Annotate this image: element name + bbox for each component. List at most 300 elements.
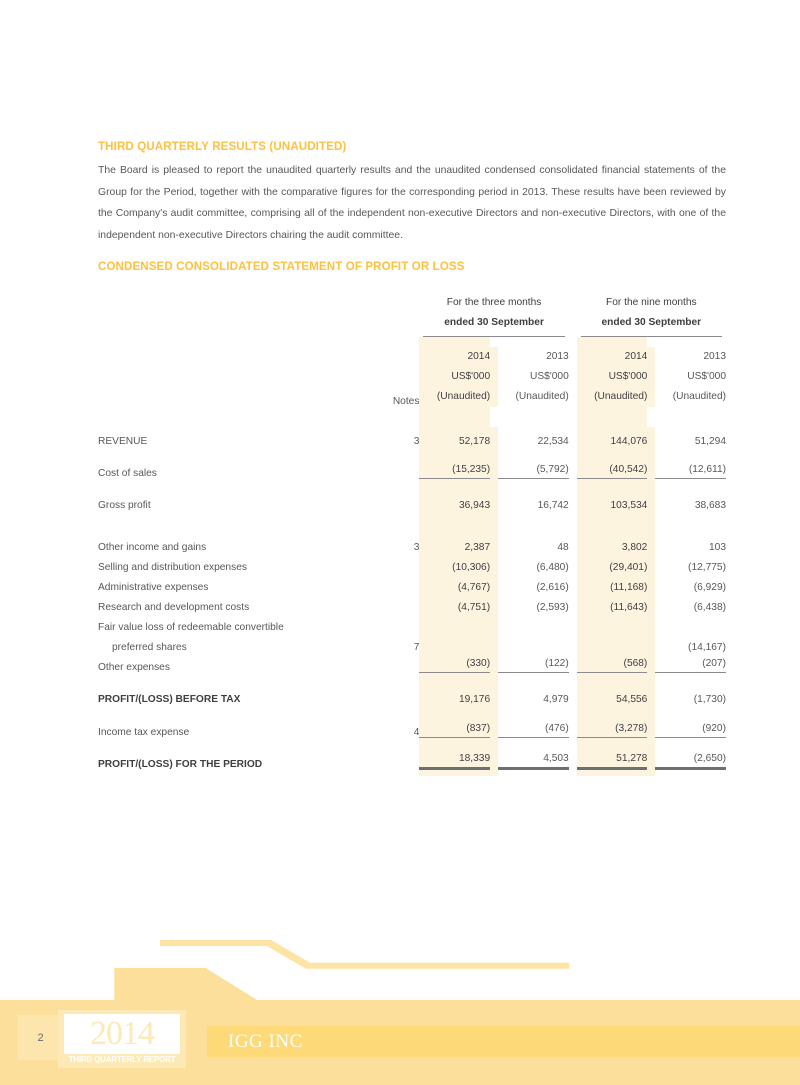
band-cell xyxy=(647,459,655,479)
table-row xyxy=(98,685,726,705)
band-cell xyxy=(490,447,498,459)
row-value xyxy=(419,459,490,479)
report-logo xyxy=(58,1010,186,1068)
col-header-audit-9m-2014: (Unaudited) xyxy=(577,387,648,407)
spacer-cell xyxy=(98,407,349,427)
band-cell xyxy=(577,770,648,776)
spacer-cell xyxy=(498,407,569,427)
row-value-text: (2,616) xyxy=(536,582,569,593)
row-value-text: 144,076 xyxy=(610,436,648,447)
company-name: IGG INC xyxy=(228,1031,303,1052)
row-note xyxy=(349,459,419,479)
row-value-text: 38,683 xyxy=(694,500,726,511)
row-value xyxy=(498,653,569,673)
row-label: Selling and distribution expenses xyxy=(98,562,247,573)
group-header-three-months-line2: ended 30 September xyxy=(444,317,544,328)
spacer-cell xyxy=(498,479,569,491)
row-value xyxy=(498,750,569,770)
row-label: Other income and gains xyxy=(98,542,207,553)
band-cell xyxy=(419,705,490,718)
band-cell xyxy=(490,511,498,533)
row-value xyxy=(419,750,490,770)
spacer-cell xyxy=(569,511,577,533)
table-header-unit-row xyxy=(98,367,726,387)
band-cell xyxy=(490,387,498,407)
group-header-nine-months-cell xyxy=(577,313,726,337)
row-note xyxy=(349,750,419,770)
table-row xyxy=(98,750,726,770)
col-header-audit-9m-2013: (Unaudited) xyxy=(672,391,726,402)
band-cell xyxy=(419,673,490,685)
row-value xyxy=(419,533,490,553)
spacer-cell xyxy=(569,313,577,337)
table-row xyxy=(98,459,726,479)
spacer-cell xyxy=(349,770,419,776)
spacer-cell xyxy=(98,347,349,367)
spacer-row xyxy=(98,447,726,459)
row-value xyxy=(498,718,569,738)
row-label: Fair value loss of redeemable convertible xyxy=(98,622,284,633)
spacer-cell xyxy=(569,770,577,776)
row-value xyxy=(419,427,490,447)
row-label: PROFIT/(LOSS) BEFORE TAX xyxy=(98,694,241,705)
col-header-year-q3-2013: 2013 xyxy=(546,351,569,362)
spacer-cell xyxy=(98,313,349,337)
row-note xyxy=(349,553,419,573)
row-value-text: (3,278) xyxy=(615,723,648,734)
spacer-cell xyxy=(349,347,419,367)
band-cell xyxy=(490,750,498,770)
spacer-row xyxy=(98,511,726,533)
col-header-year-q3-2014: 2014 xyxy=(419,347,490,367)
row-value xyxy=(655,533,726,553)
band-cell xyxy=(647,718,655,738)
logo-subtitle: THIRD QUARTERLY REPORT xyxy=(68,1055,176,1064)
row-value-text: (476) xyxy=(544,723,569,734)
group-header-nine-months-line1: For the nine months xyxy=(606,297,697,308)
band-cell xyxy=(647,491,655,511)
band-cell xyxy=(647,533,655,553)
spacer-row xyxy=(98,705,726,718)
spacer-row xyxy=(98,738,726,750)
row-value-text: (10,306) xyxy=(452,562,491,573)
table-header-year-row xyxy=(98,347,726,367)
table-row xyxy=(98,533,726,553)
col-header-unit-9m-2013: US$'000 xyxy=(687,371,726,382)
row-value xyxy=(655,613,726,633)
band-cell xyxy=(647,427,655,447)
spacer-cell xyxy=(98,293,349,313)
row-value xyxy=(577,685,648,705)
row-value-text: (12,775) xyxy=(688,562,726,573)
spacer-cell xyxy=(98,387,349,407)
spacer-cell xyxy=(349,479,419,491)
row-value-text: 103 xyxy=(709,542,726,553)
band-cell xyxy=(647,673,655,685)
row-note xyxy=(349,573,419,593)
band-cell xyxy=(490,367,498,387)
table-group-header-row2 xyxy=(98,313,726,337)
spacer-cell xyxy=(569,367,577,387)
band-cell xyxy=(647,447,655,459)
band-cell xyxy=(490,491,498,511)
spacer-cell xyxy=(498,770,569,776)
band-cell xyxy=(419,337,490,347)
band-cell xyxy=(647,653,655,673)
row-value-text: (4,751) xyxy=(457,602,491,613)
row-value-text: (5,792) xyxy=(536,464,569,475)
spacer-cell xyxy=(98,447,349,459)
col-header-unit-9m-2014: US$'000 xyxy=(577,367,648,387)
row-value-text: (29,401) xyxy=(609,562,648,573)
spacer-cell xyxy=(569,750,577,770)
band-cell xyxy=(647,593,655,613)
spacer-cell xyxy=(569,387,577,407)
band-cell xyxy=(577,705,648,718)
row-value xyxy=(655,685,726,705)
row-value-text: (11,168) xyxy=(610,582,648,593)
band-cell xyxy=(647,613,655,633)
band-cell xyxy=(577,407,648,427)
row-note: 7 xyxy=(413,642,420,653)
row-value-text: (837) xyxy=(466,723,491,734)
band-cell xyxy=(647,553,655,573)
row-value-text: (920) xyxy=(702,723,726,734)
spacer-cell xyxy=(349,705,419,718)
spacer-cell xyxy=(98,738,349,750)
table-row xyxy=(98,718,726,738)
row-note: 3 xyxy=(413,436,420,447)
row-label: Other expenses xyxy=(98,662,170,673)
row-value xyxy=(577,653,648,673)
band-cell xyxy=(419,738,490,750)
row-value-text: 16,742 xyxy=(537,500,569,511)
band-cell xyxy=(419,770,490,776)
spacer-cell xyxy=(569,685,577,705)
row-value-text: 103,534 xyxy=(610,500,648,511)
row-value-text: 36,943 xyxy=(458,500,491,511)
page-number-box xyxy=(18,1015,63,1060)
spacer-cell xyxy=(490,337,498,347)
row-value xyxy=(577,427,648,447)
spacer-cell xyxy=(569,738,577,750)
table-row xyxy=(98,491,726,511)
spacer-cell xyxy=(490,407,498,427)
section-heading-statement: CONDENSED CONSOLIDATED STATEMENT OF PROFIT OR LOSS xyxy=(98,261,465,273)
spacer-cell xyxy=(655,479,726,491)
spacer-cell xyxy=(349,367,419,387)
row-note xyxy=(349,593,419,613)
table-row xyxy=(98,427,726,447)
band-cell xyxy=(490,718,498,738)
row-value xyxy=(498,491,569,511)
spacer-cell xyxy=(349,407,419,427)
band-cell xyxy=(419,479,490,491)
band-cell xyxy=(419,447,490,459)
spacer-cell xyxy=(655,407,726,427)
band-cell xyxy=(490,573,498,593)
row-note xyxy=(349,653,419,673)
row-value-text: (122) xyxy=(544,658,569,669)
table-row xyxy=(98,633,726,653)
spacer-cell xyxy=(498,738,569,750)
band-cell xyxy=(647,479,655,491)
spacer-cell xyxy=(569,293,577,313)
row-value-text: (12,611) xyxy=(688,464,726,475)
group-header-nine-months-line2: ended 30 September xyxy=(601,317,702,328)
band-cell xyxy=(647,387,655,407)
row-note: 4 xyxy=(413,727,420,738)
band-cell xyxy=(577,673,648,685)
row-value xyxy=(577,553,648,573)
band-cell xyxy=(490,653,498,673)
spacer-cell xyxy=(498,705,569,718)
row-value xyxy=(655,653,726,673)
spacer-cell xyxy=(498,337,569,347)
row-value xyxy=(577,613,648,633)
spacer-cell xyxy=(647,407,655,427)
spacer-cell xyxy=(569,337,577,347)
row-value xyxy=(419,613,490,633)
band-cell xyxy=(647,685,655,705)
table-row xyxy=(98,653,726,673)
row-value xyxy=(498,427,569,447)
band-cell xyxy=(647,770,655,776)
spacer-cell xyxy=(655,511,726,533)
row-value xyxy=(655,750,726,770)
row-value xyxy=(655,427,726,447)
row-value xyxy=(498,633,569,653)
group-header-three-months-line1: For the three months xyxy=(446,297,542,308)
spacer-cell xyxy=(569,459,577,479)
row-value xyxy=(419,593,490,613)
row-value-text: (1,730) xyxy=(693,694,726,705)
row-value-text: 19,176 xyxy=(458,694,491,705)
band-cell xyxy=(577,511,648,533)
row-label: Research and development costs xyxy=(98,602,250,613)
spacer-row xyxy=(98,770,726,776)
spacer-cell xyxy=(569,718,577,738)
spacer-cell xyxy=(569,491,577,511)
spacer-row xyxy=(98,673,726,685)
spacer-cell xyxy=(569,653,577,673)
spacer-cell xyxy=(655,337,726,347)
spacer-cell xyxy=(569,573,577,593)
spacer-cell xyxy=(498,447,569,459)
row-value xyxy=(655,593,726,613)
row-value xyxy=(577,491,648,511)
page-footer xyxy=(0,940,800,1085)
spacer-cell xyxy=(569,347,577,367)
row-value xyxy=(419,573,490,593)
spacer-cell xyxy=(569,673,577,685)
band-cell xyxy=(419,407,490,427)
row-value xyxy=(577,750,648,770)
spacer-cell xyxy=(569,533,577,553)
spacer-cell xyxy=(349,337,419,347)
col-header-unit-q3-2014: US$'000 xyxy=(419,367,490,387)
row-label: Income tax expense xyxy=(98,727,190,738)
row-value xyxy=(498,533,569,553)
row-value-text: 4,979 xyxy=(543,694,569,705)
row-value-text: 48 xyxy=(557,542,569,553)
row-value-text: (4,767) xyxy=(457,582,491,593)
row-value xyxy=(577,593,648,613)
row-value-text: (2,650) xyxy=(693,753,726,764)
row-value xyxy=(577,459,648,479)
spacer-cell xyxy=(655,673,726,685)
spacer-row xyxy=(98,337,726,347)
row-label: REVENUE xyxy=(98,436,148,447)
row-value xyxy=(419,491,490,511)
band-cell xyxy=(490,427,498,447)
row-note: 3 xyxy=(413,542,420,553)
profit-or-loss-table xyxy=(98,293,726,776)
row-value xyxy=(577,573,648,593)
spacer-cell xyxy=(569,593,577,613)
spacer-cell xyxy=(569,407,577,427)
band-cell xyxy=(490,533,498,553)
row-value-text: 18,339 xyxy=(458,753,491,764)
row-label: preferred shares xyxy=(112,642,187,653)
row-value xyxy=(419,685,490,705)
spacer-cell xyxy=(349,738,419,750)
row-value xyxy=(498,573,569,593)
spacer-cell xyxy=(569,613,577,633)
band-cell xyxy=(490,770,498,776)
row-value xyxy=(577,533,648,553)
spacer-cell xyxy=(569,479,577,491)
band-cell xyxy=(490,479,498,491)
spacer-cell xyxy=(98,770,349,776)
table-row xyxy=(98,593,726,613)
band-cell xyxy=(647,511,655,533)
row-value xyxy=(655,718,726,738)
col-header-audit-q3-2014: (Unaudited) xyxy=(419,387,490,407)
spacer-cell xyxy=(349,293,419,313)
row-value-text: (330) xyxy=(466,658,491,669)
logo-year: 2014 xyxy=(64,1014,180,1054)
band-cell xyxy=(490,705,498,718)
spacer-cell xyxy=(349,313,419,337)
spacer-cell xyxy=(98,673,349,685)
spacer-cell xyxy=(655,705,726,718)
spacer-cell xyxy=(569,447,577,459)
row-value-text: 22,534 xyxy=(537,436,569,447)
band-cell xyxy=(647,633,655,653)
row-value xyxy=(655,459,726,479)
row-note xyxy=(349,613,419,633)
row-note xyxy=(349,685,419,705)
row-label: PROFIT/(LOSS) FOR THE PERIOD xyxy=(98,759,263,770)
row-value xyxy=(498,593,569,613)
spacer-row xyxy=(98,407,726,427)
row-value xyxy=(419,718,490,738)
spacer-cell xyxy=(569,427,577,447)
row-value-text: (568) xyxy=(623,658,648,669)
row-value-text: (6,480) xyxy=(536,562,569,573)
table-header-audit-row xyxy=(98,387,726,407)
row-value-text: 2,387 xyxy=(464,542,491,553)
row-label: Cost of sales xyxy=(98,468,157,479)
row-value xyxy=(419,633,490,653)
table-row xyxy=(98,553,726,573)
band-cell xyxy=(647,347,655,367)
spacer-cell xyxy=(655,770,726,776)
row-value-text: 54,556 xyxy=(616,694,648,705)
row-value-text: (40,542) xyxy=(609,464,648,475)
band-cell xyxy=(577,337,648,347)
spacer-cell xyxy=(98,367,349,387)
spacer-cell xyxy=(569,705,577,718)
row-value xyxy=(655,633,726,653)
row-value xyxy=(577,718,648,738)
col-header-audit-q3-2013: (Unaudited) xyxy=(515,391,569,402)
row-value-text: (6,438) xyxy=(693,602,726,613)
band-cell xyxy=(647,750,655,770)
spacer-cell xyxy=(349,511,419,533)
spacer-cell xyxy=(98,479,349,491)
row-value xyxy=(419,653,490,673)
row-value-text: (11,643) xyxy=(610,602,648,613)
intro-paragraph: The Board is pleased to report the unaudited quarterly results and the unaudited condensed consolidated financial statements of the Group for the Period, together with the comparative figures for the corresponding period in 2013. These results have been reviewed by the Company's audit committee, comprising all of the independent non-executive Directors and non-executive Directors, with one of the independent non-executive Directors chairing the audit committee. xyxy=(98,165,726,241)
row-label: Gross profit xyxy=(98,500,151,511)
table-row xyxy=(98,613,726,633)
spacer-cell xyxy=(498,511,569,533)
band-cell xyxy=(490,593,498,613)
col-header-notes: Notes xyxy=(392,396,420,407)
row-value-text: (207) xyxy=(702,658,726,669)
table-row xyxy=(98,573,726,593)
row-value-text: 51,294 xyxy=(694,436,726,447)
row-value-text: 3,802 xyxy=(621,542,648,553)
group-header-three-months-cell xyxy=(419,313,568,337)
col-header-unit-q3-2013: US$'000 xyxy=(529,371,569,382)
row-value xyxy=(655,491,726,511)
row-value-text: (6,929) xyxy=(693,582,726,593)
row-value-text: (15,235) xyxy=(452,464,491,475)
band-cell xyxy=(490,673,498,685)
band-cell xyxy=(490,347,498,367)
band-cell xyxy=(577,738,648,750)
band-cell xyxy=(577,447,648,459)
band-cell xyxy=(647,738,655,750)
spacer-cell xyxy=(569,633,577,653)
band-cell xyxy=(490,738,498,750)
spacer-cell xyxy=(498,673,569,685)
band-cell xyxy=(490,613,498,633)
section-heading-results: THIRD QUARTERLY RESULTS (UNAUDITED) xyxy=(98,141,347,153)
row-value xyxy=(655,553,726,573)
band-cell xyxy=(490,553,498,573)
spacer-row xyxy=(98,479,726,491)
spacer-cell xyxy=(655,738,726,750)
page-number: 2 xyxy=(37,1031,44,1044)
col-header-year-9m-2014: 2014 xyxy=(577,347,648,367)
band-cell xyxy=(490,459,498,479)
table-group-header-row xyxy=(98,293,726,313)
row-value xyxy=(577,633,648,653)
spacer-cell xyxy=(98,337,349,347)
row-value-text: (2,593) xyxy=(536,602,569,613)
row-value xyxy=(498,553,569,573)
row-value-text: 51,278 xyxy=(616,753,648,764)
band-cell xyxy=(647,367,655,387)
row-value xyxy=(498,685,569,705)
spacer-cell xyxy=(98,511,349,533)
row-value xyxy=(419,553,490,573)
spacer-cell xyxy=(349,447,419,459)
